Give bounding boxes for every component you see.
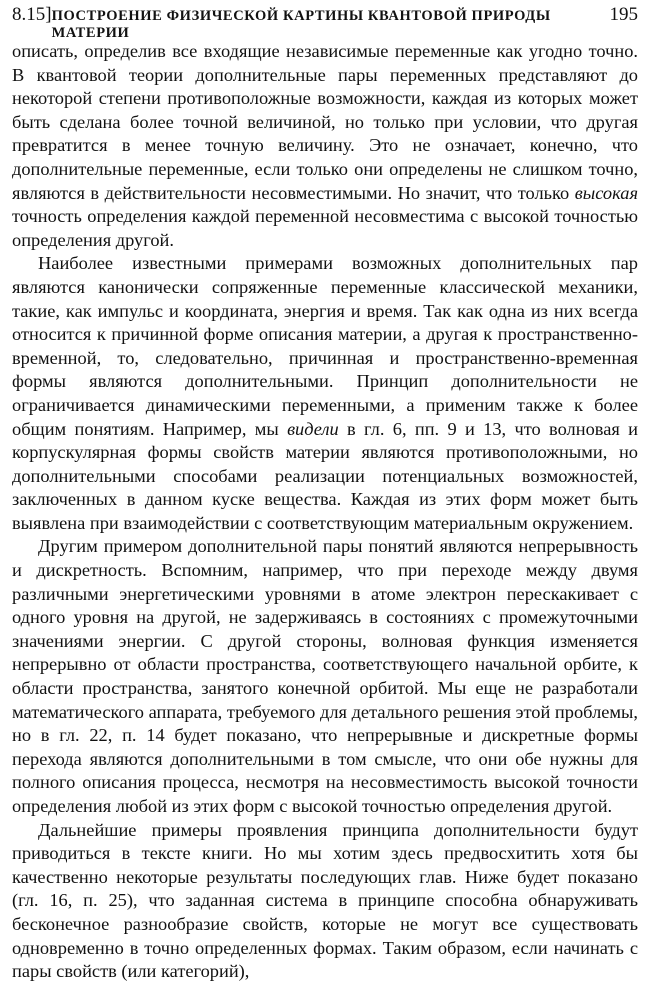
text-run: Наиболее известными примерами возможных дополнительных пар являются канонически сопряженные переменные классической механики, такие, как импульс и координата, энергия и время. Так как одна из них всегда относится к причинной форме описания материи, а другая к пространственно-временной, то, следовательно, причинная и пространственно-временная формы являются дополнительными. Принцип дополнительности не ограничивается динамическими переменными, а применим также к более общим понятиям. Например, мы [12, 253, 638, 439]
emphasis-text: высокая [574, 182, 638, 203]
emphasis-text: видели [287, 418, 339, 439]
text-run: Дальнейшие примеры проявления принципа дополнительности будут приводиться в тексте книги. Но мы хотим здесь предвосхитить хотя бы качественно некоторые результаты последующих глав. Ниже будет показано (гл. 16, п. 25), что заданная система в принципе способна обнаруживать бесконечное разнообразие свойств, которые не могут все существовать одновременно в точно определенных формах. Таким образом, если начинать с пары свойств (или категорий), [12, 819, 638, 982]
paragraph [12, 40, 638, 252]
paragraph [12, 535, 638, 818]
text-run: точность определения каждой переменной несовместима с высокой точностью определения другой. [12, 206, 638, 250]
paragraph [12, 819, 638, 984]
running-title: ПОСТРОЕНИЕ ФИЗИЧЕСКОЙ КАРТИНЫ КВАНТОВОЙ ПРИРОДЫ МАТЕРИИ [51, 8, 551, 41]
text-run: Другим примером дополнительной пары понятий являются непрерывность и дискретность. Вспомним, например, что при переходе между двумя различными энергетическими уровнями в атоме электрон перескакивает с одного уровня на другой, не задерживаясь в состояниях с промежуточными значениями энергии. С другой стороны, волновая функция изменяется непрерывно от области пространства, соответствующего начальной орбите, к области пространства, занятого конечной орбитой. Мы еще не разработали математического аппарата, требуемого для детального решения этой проблемы, но в гл. 22, п. 14 будет показано, что непрерывные и дискретные формы перехода являются дополнительными в том смысле, что они обе нужны для полного описания процесса, несмотря на несовместимость высокой точности определения любой из этих форм с высокой точностью определения другой. [12, 536, 638, 816]
page-header [12, 4, 638, 41]
text-run: описать, определив все входящие независимые переменные как угодно точно. В квантовой теории дополнительные пары переменных представляют до некоторой степени противоположные возможности, каждая из которых может быть сделана более точной величиной, но только при условии, что другая превратится в менее точную величину. Это не означает, конечно, что дополнительные переменные, если только они определены не слишком точно, являются в действительности несовместимыми. Но значит, что только [12, 41, 638, 203]
paragraph [12, 252, 638, 535]
section-number: 8.15] [12, 4, 52, 25]
page-number: 195 [609, 4, 638, 25]
body-text [12, 40, 638, 984]
text-run: в гл. 6, пп. 9 и 13, что волновая и корпускулярная формы свойств материи являются противоположными, но дополнительными способами реализации потенциальных возможностей, заключенных в данном куске вещества. Каждая из этих форм может быть выявлена при взаимодействии с соответствующим материальным окружением. [12, 418, 638, 533]
